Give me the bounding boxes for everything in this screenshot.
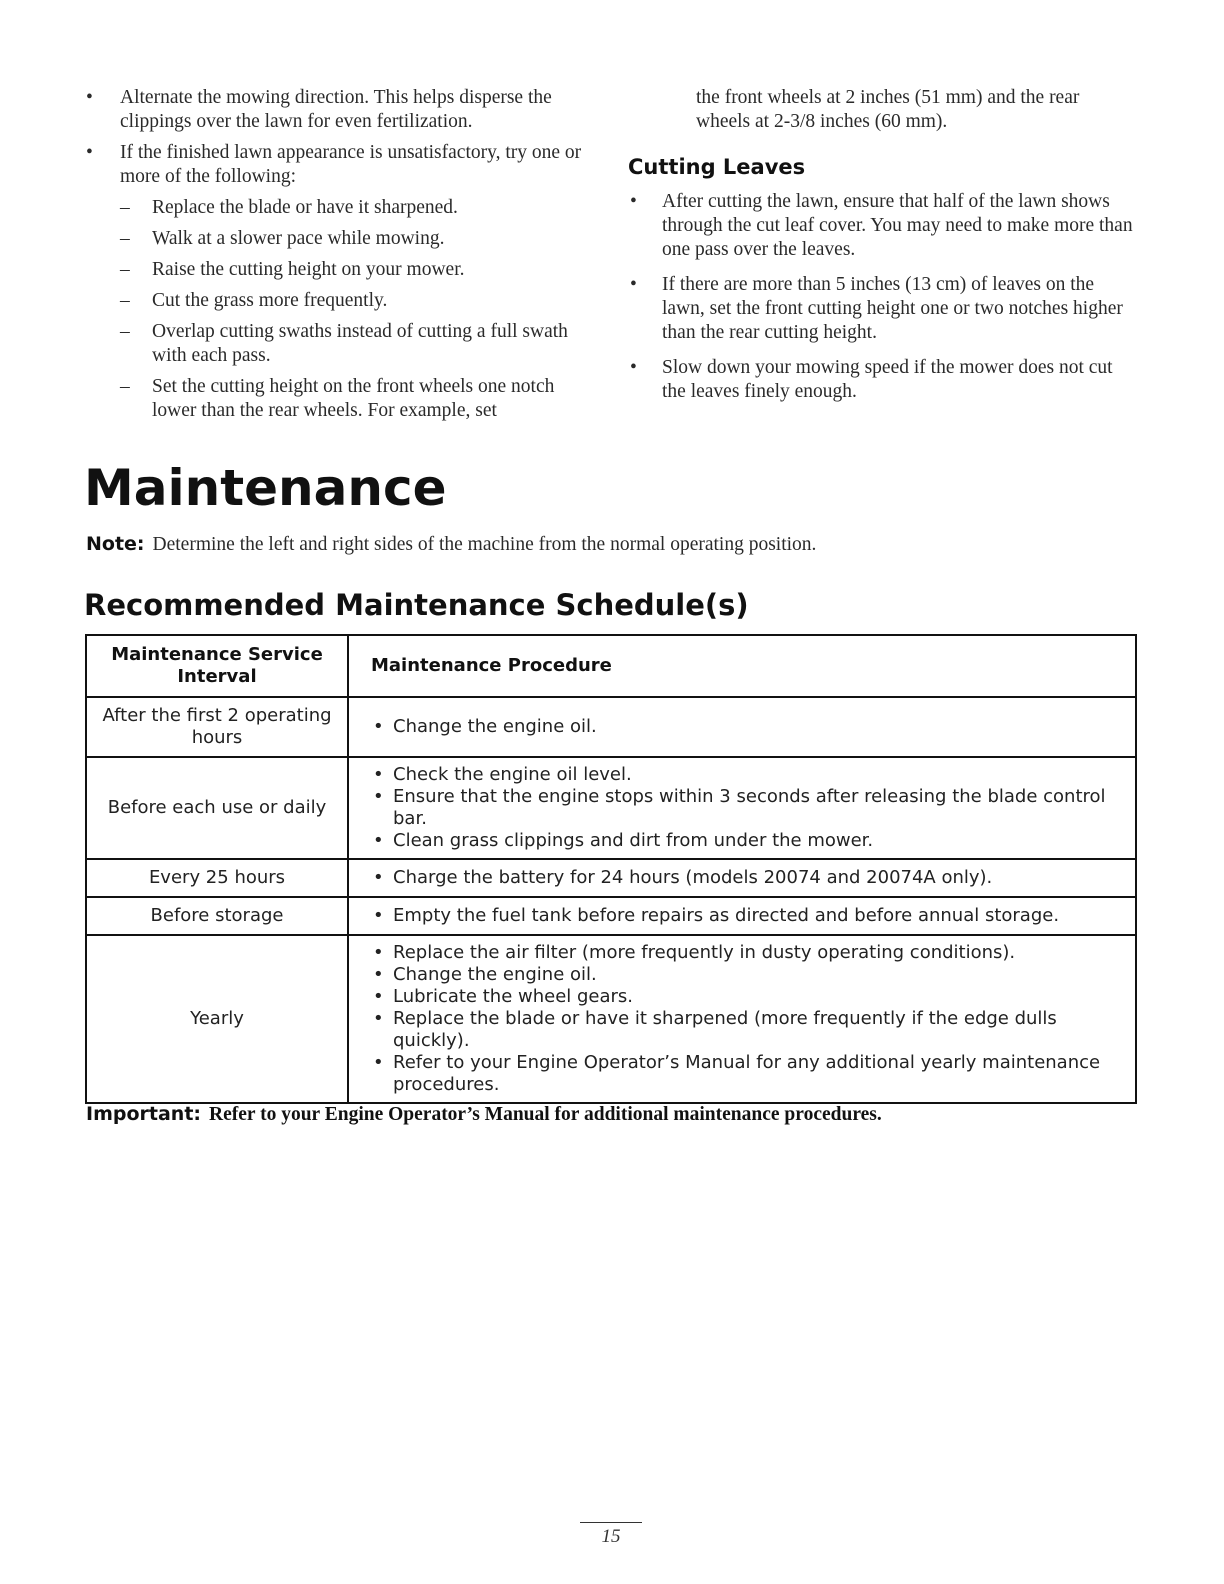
procedure-item: • Lubricate the wheel gears. (371, 986, 1123, 1008)
list-item: – Set the cutting height on the front wheels one notch lower than the rear wheels. For example, set (84, 375, 596, 423)
maintenance-schedule-table (85, 634, 1137, 1104)
cutting-leaves-heading: Cutting Leaves (628, 155, 806, 179)
cutting-leaves-list (628, 190, 1138, 404)
table-row (86, 757, 1136, 859)
procedure-item: • Check the engine oil level. (371, 764, 1123, 786)
table-header-row (86, 635, 1136, 697)
table-row (86, 935, 1136, 1103)
list-item: – Cut the grass more frequently. (84, 289, 596, 313)
interval-cell: Yearly (86, 935, 348, 1103)
important-notice (86, 1101, 882, 1128)
table-row (86, 697, 1136, 757)
list-item: – Walk at a slower pace while mowing. (84, 227, 596, 251)
important-label: Important: (86, 1103, 202, 1125)
procedure-cell (348, 897, 1136, 935)
mowing-tips-list (84, 86, 596, 423)
column-header-procedure: Maintenance Procedure (348, 635, 1136, 697)
procedure-item: • Change the engine oil. (371, 716, 1123, 738)
interval-cell: After the first 2 operating hours (86, 697, 348, 757)
procedure-cell (348, 697, 1136, 757)
procedure-item: • Charge the battery for 24 hours (models 20074 and 20074A only). (371, 867, 1123, 889)
important-text: Refer to your Engine Operator’s Manual for additional maintenance procedures. (209, 1104, 882, 1125)
page-number-rule (580, 1522, 642, 1523)
left-column (84, 86, 596, 430)
right-column (628, 86, 1138, 415)
note-label: Note: (86, 533, 145, 555)
note-text: Determine the left and right sides of the machine from the normal operating position. (152, 534, 817, 555)
list-item: – Raise the cutting height on your mower. (84, 258, 596, 282)
procedure-item: • Empty the fuel tank before repairs as directed and before annual storage. (371, 905, 1123, 927)
note (86, 531, 816, 558)
list-item: – Overlap cutting swaths instead of cutting a full swath with each pass. (84, 320, 596, 368)
procedure-item: • Refer to your Engine Operator’s Manual for any additional yearly maintenance procedures. (371, 1052, 1123, 1096)
procedure-cell (348, 935, 1136, 1103)
table-row (86, 897, 1136, 935)
procedure-item: • Replace the blade or have it sharpened (more frequently if the edge dulls quickly). (371, 1008, 1123, 1052)
list-item: • If there are more than 5 inches (13 cm) of leaves on the lawn, set the front cutting height one or two notches higher than the rear cutting height. (628, 273, 1138, 345)
column-header-interval: Maintenance Service Interval (86, 635, 348, 697)
procedure-cell (348, 859, 1136, 897)
list-item: • Alternate the mowing direction. This helps disperse the clippings over the lawn for even fertilization. (84, 86, 596, 134)
page-title: Maintenance (84, 459, 447, 517)
procedure-item: • Change the engine oil. (371, 964, 1123, 986)
page-number: 15 (601, 1526, 621, 1547)
list-item: • After cutting the lawn, ensure that half of the lawn shows through the cut leaf cover. You may need to make more than one pass over the leaves. (628, 190, 1138, 262)
procedure-item: • Replace the air filter (more frequently in dusty operating conditions). (371, 942, 1123, 964)
procedure-item: • Clean grass clippings and dirt from under the mower. (371, 830, 1123, 852)
interval-cell: Before each use or daily (86, 757, 348, 859)
table-row (86, 859, 1136, 897)
interval-cell: Every 25 hours (86, 859, 348, 897)
schedule-title: Recommended Maintenance Schedule(s) (84, 588, 749, 622)
list-item: – Replace the blade or have it sharpened. (84, 196, 596, 220)
interval-cell: Before storage (86, 897, 348, 935)
procedure-cell (348, 757, 1136, 859)
list-item: • Slow down your mowing speed if the mower does not cut the leaves finely enough. (628, 356, 1138, 404)
procedure-item: • Ensure that the engine stops within 3 seconds after releasing the blade control bar. (371, 786, 1123, 830)
list-item: • If the finished lawn appearance is unsatisfactory, try one or more of the following: (84, 141, 596, 189)
continued-text: the front wheels at 2 inches (51 mm) and the rear wheels at 2-3/8 inches (60 mm). (696, 87, 1080, 132)
